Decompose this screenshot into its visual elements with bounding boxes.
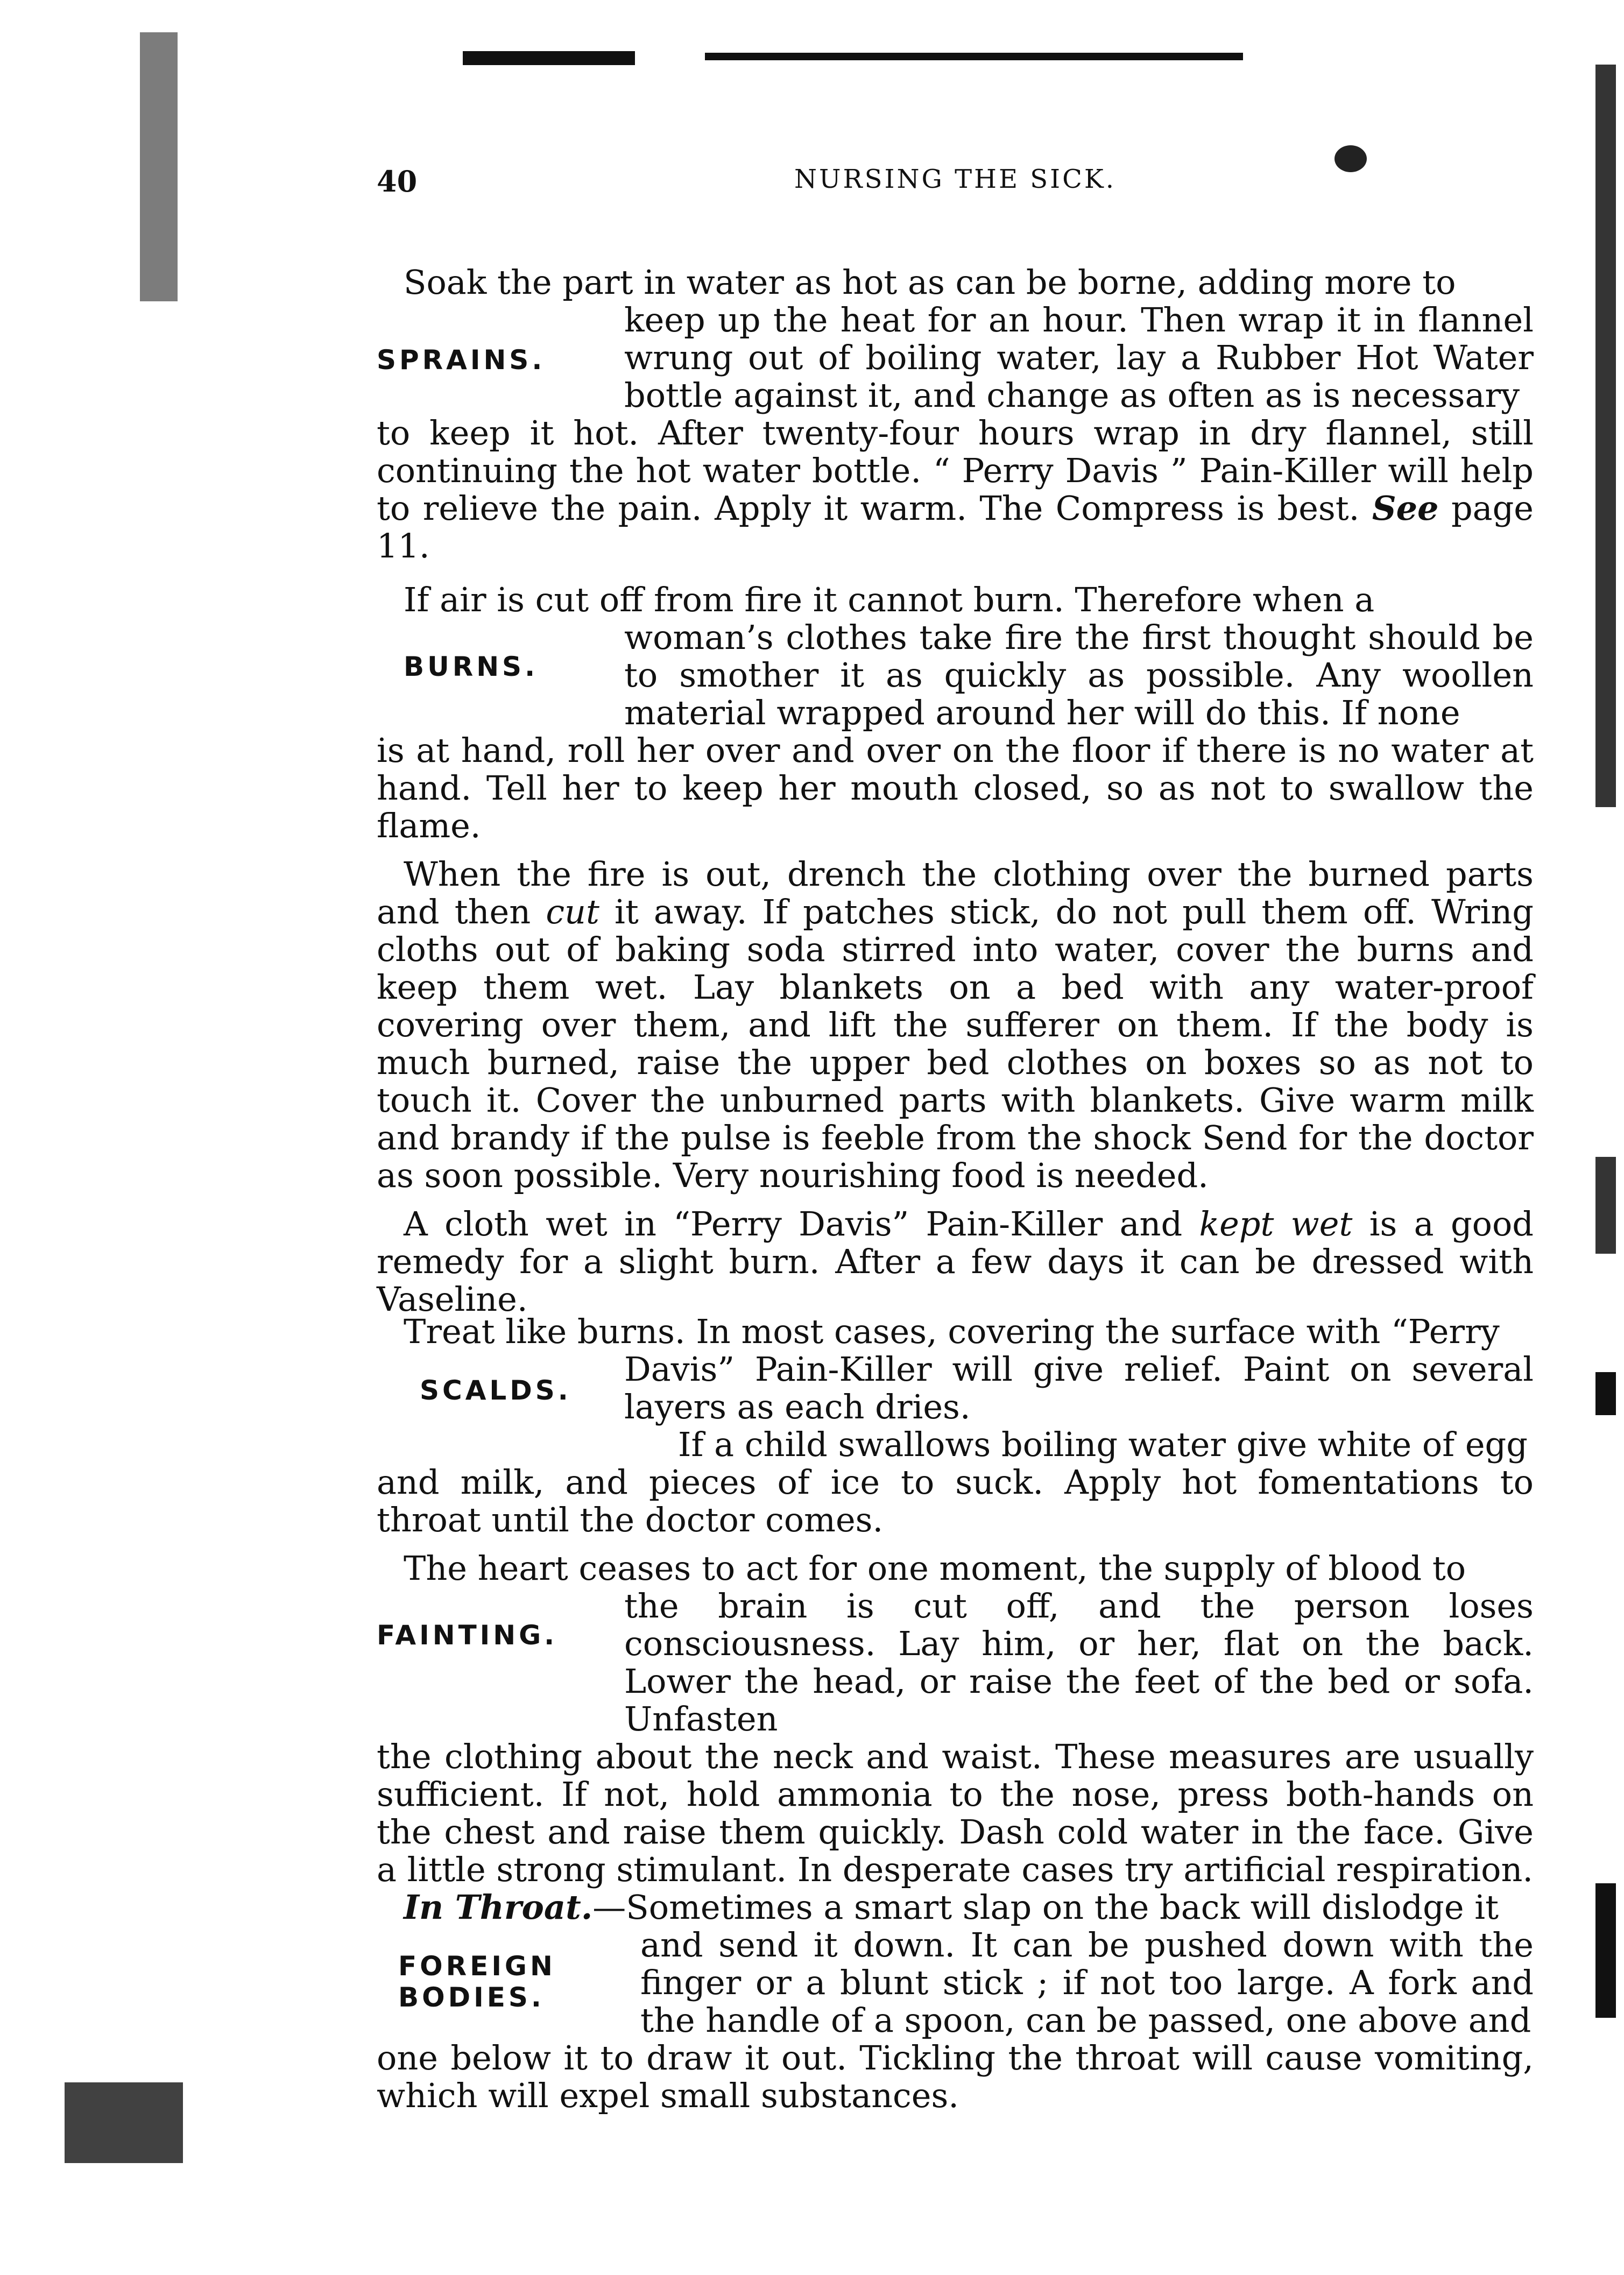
foreign-bodies-label [377,1926,640,2013]
burns-p3-pre: A cloth wet in “Perry Davis” Pain-Killer and [404,1204,1183,1244]
fainting-side-text: the brain is cut off, and the person loses consciousness. Lay him, or her, flat on the back. Lower the head, or raise the feet of the bed or sofa. Unfasten [624,1586,1534,1739]
section-burns [377,581,1534,1318]
section-sprains [377,264,1534,565]
fainting-rest: the clothing about the neck and waist. These measures are usually sufficient. If not, hold ammonia to the nose, press both-hands on the chest and raise them quickly. Dash cold water in the face. Give a little strong stimulant. In desperate cases try artificial respiration. [377,1737,1534,1889]
burns-paragraph-2 [377,856,1534,1195]
scalds-child-line: If a child swallows boiling water give white of egg [678,1425,1528,1464]
right-edge-bar-1 [1595,65,1616,807]
burns-p2-cut: cut [546,892,599,931]
sprains-side-text: keep up the heat for an hour. Then wrap it in flannel wrung out of boiling water, lay a Rubber Hot Water bottle against it, and change as often as is necessary [624,300,1534,415]
foreign-bodies-side-text: and send it down. It can be pushed down with the finger or a blunt stick ; if not too large. A fork and the handle of a spoon, can be passed, one above and [640,1925,1534,2040]
burns-p3-post: is a good remedy for a slight burn. After a few days it can be dressed with Vaseline. [377,1204,1534,1319]
foreign-bodies-first-line [377,1889,1534,1926]
foreign-bodies-rest: one below it to draw it out. Tickling the throat will cause vomiting, which will expel small substances. [377,2038,1534,2115]
running-title: NURSING THE SICK. [794,164,1116,194]
scalds-rest: and milk, and pieces of ice to suck. Apply hot fomentations to throat until the doctor comes. [377,1462,1534,1539]
burns-first-line: If air is cut off from fire it cannot burn. Therefore when a [404,580,1375,619]
foreign-bodies-label-line-1: FOREIGN [398,1951,556,1982]
sprains-label: SPRAINS. [377,344,546,376]
burns-rest: is at hand, roll her over and over on the floor if there is no water at hand. Tell her to keep her mouth closed, so as not to swallow the flame. [377,731,1534,845]
sprains-rest-pre: to keep it hot. After twenty-four hours wrap in dry flannel, still continuing the hot water bottle. “ Perry Davis ” Pain-Killer will help to relieve the pain. Apply it warm. The Compress is best. [377,413,1534,528]
right-edge-bar-2 [1595,1157,1616,1254]
foreign-bodies-label-line-2: BODIES. [398,1982,545,2013]
right-edge-bar-3 [1595,1372,1616,1415]
burns-p3-kept: kept wet [1199,1204,1353,1244]
fainting-first-line: The heart ceases to act for one moment, the supply of blood to [404,1549,1466,1588]
page-header [377,164,1534,207]
burns-side-text: woman’s clothes take fire the first thought should be to smother it as quickly as possible. Any woollen material wrapped around her will do this. If none [624,618,1534,732]
scalds-side-text: Davis” Pain-Killer will give relief. Paint on several layers as each dries. [624,1350,1534,1426]
burns-paragraph-3 [377,1205,1534,1318]
foreign-bodies-first-text: —Sometimes a smart slap on the back will dislodge it [592,1888,1499,1927]
burns-label: BURNS. [404,651,539,682]
scalds-label: SCALDS. [420,1375,571,1406]
right-edge-bar-4 [1595,1883,1616,2018]
top-rule-right [705,53,1243,60]
burns-p2-post: it away. If patches stick, do not pull them off. Wring cloths out of baking soda stirred into water, cover the burns and keep them wet. Lay blankets on a bed with any water-proof covering over them, and lift the sufferer on them. If the body is much burned, raise the upper bed clothes on boxes so as not to touch it. Cover the unburned parts with blankets. Give warm milk and brandy if the pulse is feeble from the shock Send for the doctor as soon possible. Very nourishing food is needed. [377,892,1534,1195]
top-rule-left [463,51,635,65]
sprains-rest [377,414,1534,565]
sprains-rest-post: page 11. [377,489,1534,566]
fainting-label: FAINTING. [377,1620,558,1651]
page-number: 40 [377,164,418,199]
binding-edge-left-lower [65,2082,183,2163]
sprains-see: See [1372,489,1439,528]
scalds-first-line: Treat like burns. In most cases, covering the surface with “Perry [404,1312,1500,1351]
section-fainting [377,1550,1534,1889]
section-scalds [377,1313,1534,1539]
foreign-bodies-lead: In Throat. [404,1888,593,1927]
section-foreign-bodies [377,1889,1534,2115]
burns-p2-pre: When the fire is out, drench the clothing over the burned parts and then [377,854,1534,931]
binding-edge-left [140,32,178,301]
sprains-first-line: Soak the part in water as hot as can be borne, adding more to [404,263,1456,302]
